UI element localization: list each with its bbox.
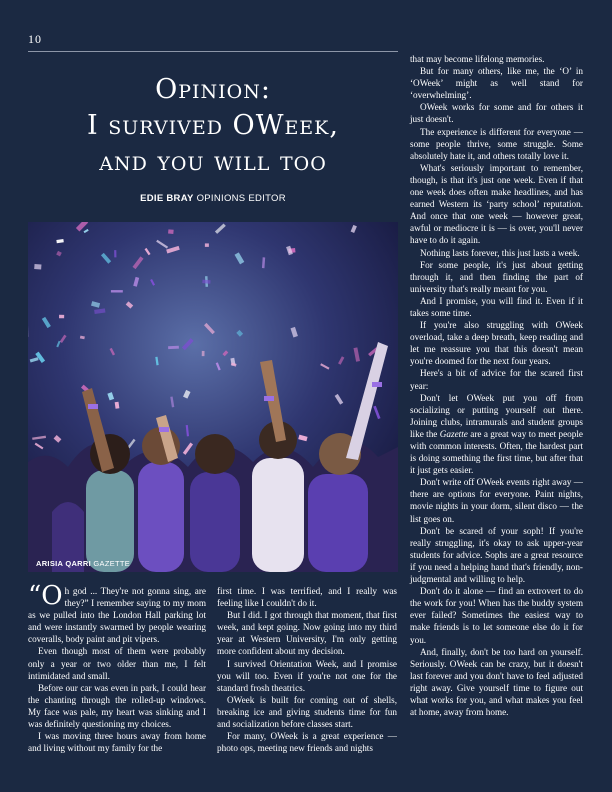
person-teal-shirt: [86, 470, 134, 572]
person-white-shirt: [252, 458, 304, 572]
paragraph: And, finally, don't be too hard on yourself. Seriously. OWeek can be crazy, but it doesn't last forever and you don't have to feel adjusted right away. Give yourself time to figure out what works for you, and what makes you feel at home, away from home.: [410, 646, 583, 718]
credit-org: GAZETTE: [93, 559, 131, 568]
paragraph-text: h god ... They're not gonna sing, are they?” I remember saying to my mom as we pulled into the London Hall parking lot and were instantly swarmed by people wearing coveralls, body paint and pit vipers.: [28, 586, 206, 645]
paragraph-text: are a great way to meet people with common interests. Often, the hardest part is doing something the first time, but after that it just gets easier.: [410, 428, 583, 476]
paragraph: Don't do it alone — find an extrovert to do the work for you! When has the buddy system ever failed? Sometimes the easiest way to make friends is to let someone else do it for you.: [410, 586, 583, 645]
paragraph: For many, OWeek is a great experience — photo ops, meeting new friends and nights: [217, 731, 397, 754]
article-column-3: [410, 53, 583, 718]
paragraph: For some people, it's just about getting through it, and then finding the part of university that's really meant for you.: [410, 259, 583, 294]
paragraph: I survived Orientation Week, and I promise you will too. Even if you're not one for the standard frosh theatrics.: [217, 658, 397, 693]
credit-artist: ARISIA QARRI: [36, 559, 91, 568]
confetti-piece: [202, 280, 210, 284]
byline-author: EDIE BRAY: [140, 193, 194, 204]
headline: [28, 72, 398, 180]
confetti-piece: [205, 243, 209, 246]
confetti-piece: [168, 229, 174, 234]
paragraph: Before our car was even in park, I could hear the chanting through the rolled-up windows. My face was pale, my heart was sinking and I was definitely questioning my choices.: [28, 682, 206, 730]
paragraph: first time. I was terrified, and I really was feeling like I couldn't do it.: [217, 586, 397, 609]
paragraph: OWeek is built for coming out of shells, breaking ice and giving students time for fun and socialization before classes start.: [217, 694, 397, 730]
paragraph: Even though most of them were probably only a year or two older than me, I felt intimidated and small.: [28, 646, 206, 681]
drop-cap: “O: [28, 581, 63, 611]
paragraph-text: Don't let OWeek put you off from socializing or putting yourself out there. Joining clubs, intramurals and student groups like the: [410, 392, 583, 439]
headline-line-3: and you will too: [99, 146, 327, 177]
confetti-piece: [59, 315, 64, 319]
person-center-head: [195, 434, 235, 474]
paragraph: I was moving three hours away from home and living without my family for the: [28, 731, 206, 754]
byline-role: OPINIONS EDITOR: [196, 193, 286, 204]
paragraph: that may become lifelong memories.: [410, 54, 545, 64]
article-column-2: [217, 585, 397, 754]
byline: [28, 193, 398, 204]
paragraph: But for many others, like me, the ‘O’ in ‘OWeek’ might as well stand for ‘overwhelming’.: [410, 66, 583, 101]
illustration-credit: [36, 559, 130, 568]
gazette-italic: Gazette: [439, 428, 468, 439]
headline-line-2: I survived OWeek,: [87, 110, 339, 141]
concert-illustration: [28, 222, 398, 572]
paragraph: [28, 581, 206, 645]
confetti-piece: [202, 351, 205, 356]
paragraph: [410, 392, 583, 477]
confetti-piece: [34, 264, 41, 269]
paragraph: If you're also struggling with OWeek overload, take a deep breath, keep reading and let me reassure you that this doesn't mean you're doomed for the next four years.: [410, 320, 583, 367]
confetti-piece: [111, 290, 123, 292]
person-purple-right: [308, 474, 368, 572]
paragraph: Don't be scared of your soph! If you're really struggling, it's okay to ask upper-year students for advice. Sophs are a great resource if you need a helping hand that's friendly, non-judgmental and willing to help.: [410, 525, 583, 585]
paragraph: Here's a bit of advice for the scared first year:: [410, 368, 583, 391]
page-number: 10: [28, 32, 42, 46]
paragraph: Nothing lasts forever, this just lasts a week.: [420, 247, 580, 258]
paragraph: But I did. I got through that moment, that first week, and kept going. Now going into my third year at Western University, I'm only getting more confident about my decision.: [217, 610, 397, 657]
crowd-illustration-svg: [28, 222, 398, 572]
paragraph: What's seriously important to remember, though, is that it's just one week. Even if that one week does often make headlines, and has earned Western its ‘party school’ reputation. And once that one week — however great, awful or mediocre it is — is over, you'll never have to do it again.: [410, 162, 583, 246]
paragraph: And I promise, you will find it. Even if it takes some time.: [410, 295, 583, 318]
headline-line-1: Opinion:: [155, 74, 271, 105]
article-column-1: [28, 581, 206, 754]
paragraph: OWeek works for some and for others it just doesn't.: [410, 102, 583, 125]
paragraph: Don't write off OWeek events right away — there are options for everyone. Paint nights, movie nights in your dorm, silent disco — the list goes on.: [410, 477, 583, 524]
paragraph: The experience is different for everyone — some people thrive, some struggle. Some absolutely hate it, and others totally love it.: [410, 126, 583, 161]
confetti-piece: [168, 346, 179, 349]
header-rule: [28, 51, 398, 52]
person-purple-center: [190, 472, 240, 572]
confetti-piece: [114, 250, 116, 257]
person-purple-left: [138, 462, 184, 572]
